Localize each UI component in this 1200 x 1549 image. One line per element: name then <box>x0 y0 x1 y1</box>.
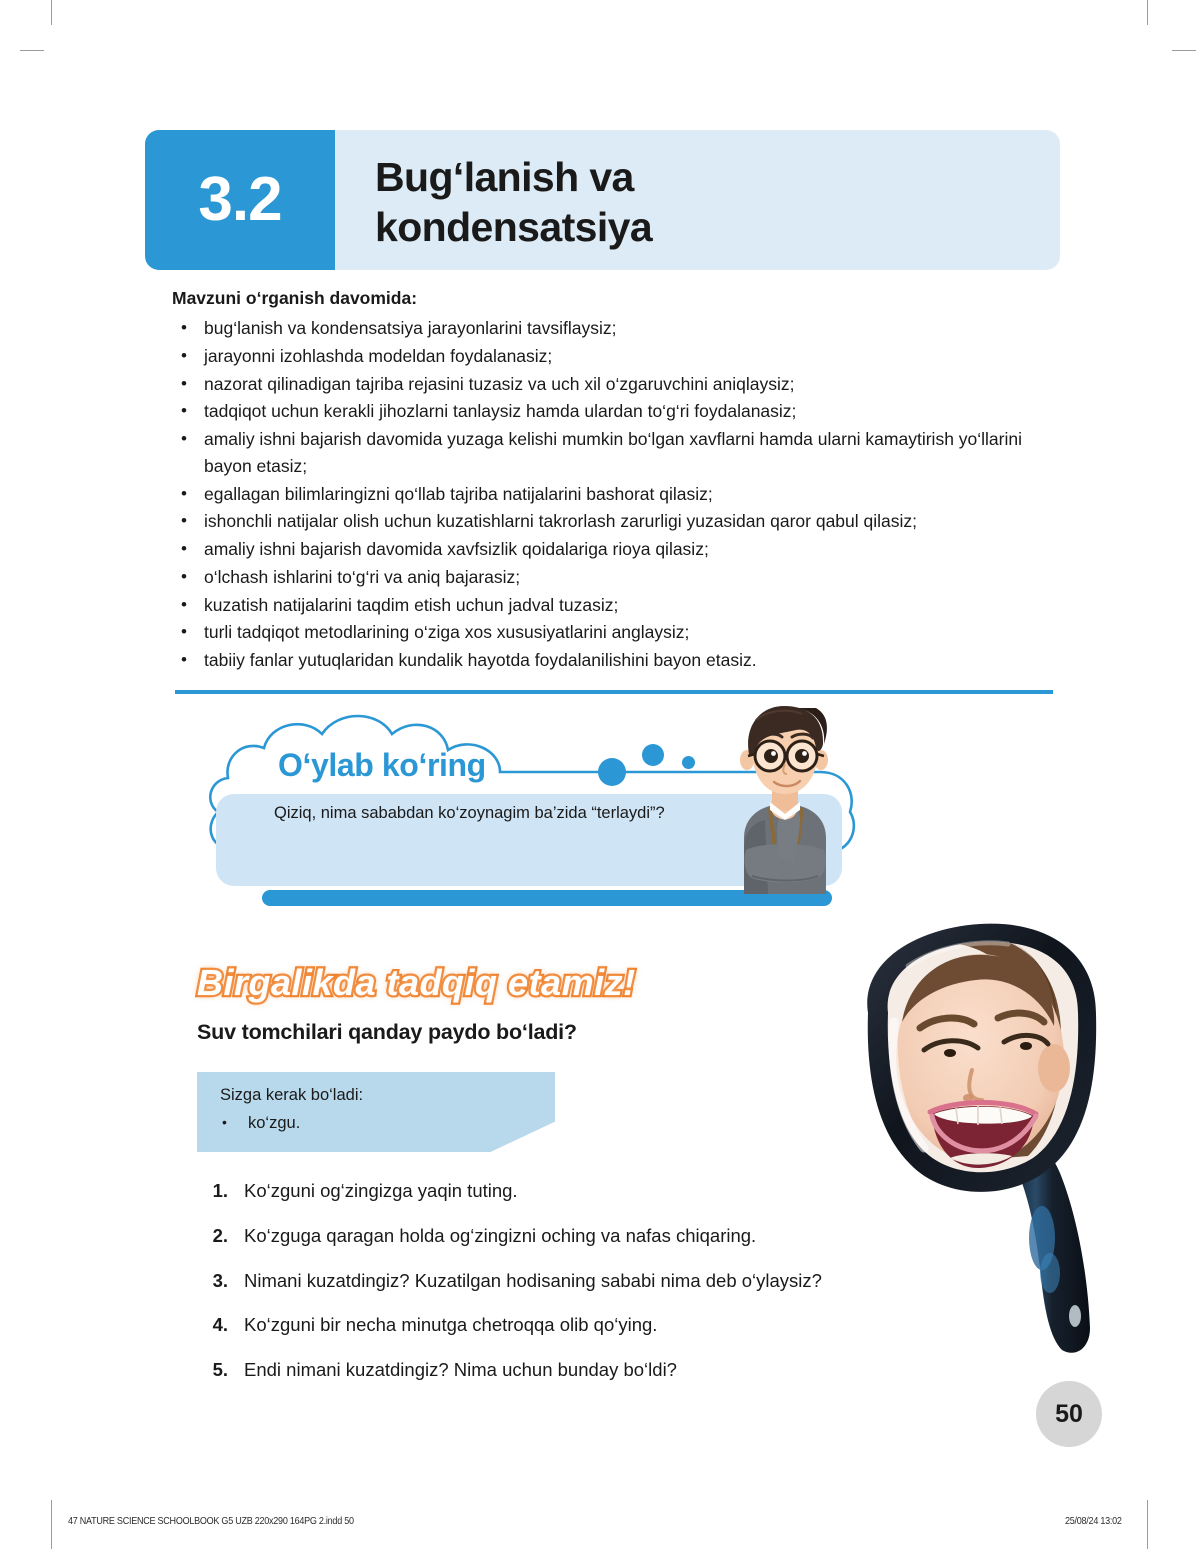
callout-body-text: Qiziq, nima sababdan ko‘zoynagim ba’zida “terlaydi”? <box>274 804 665 822</box>
bullet-icon: • <box>181 511 187 531</box>
objective-text: kuzatish natijalarini taqdim etish uchun jadval tuzasiz; <box>204 594 619 615</box>
investigate-subheading: Suv tomchilari qanday paydo bo‘ladi? <box>197 1020 577 1044</box>
objective-item <box>172 619 1062 646</box>
objective-text: turli tadqiqot metodlarining o‘ziga xos xususiyatlarini anglaysiz; <box>204 622 690 643</box>
objective-item <box>172 564 1062 591</box>
objective-item <box>172 592 1062 619</box>
objective-text: tabiiy fanlar yutuqlaridan kundalik hayotda foydalanilishini bayon etasiz. <box>204 650 757 671</box>
step-number: 5. <box>212 1359 228 1381</box>
step-text: Ko‘zguni og‘zingizga yaqin tuting. <box>244 1180 518 1201</box>
page-title-line-1: Bug‘lanish va <box>375 154 634 200</box>
page-title-line-2: kondensatsiya <box>375 204 653 251</box>
bullet-icon: • <box>181 373 187 393</box>
thinking-boy-illustration <box>710 698 860 898</box>
step-text: Nimani kuzatdingiz? Kuzatilgan hodisaning sababi nima deb o‘ylaysiz? <box>244 1269 822 1291</box>
materials-bullet-icon: • <box>222 1114 227 1130</box>
learning-objectives <box>172 288 1062 675</box>
crop-mark-top-right-horizontal <box>1172 50 1196 51</box>
objective-item <box>172 508 1062 535</box>
step-number: 4. <box>212 1314 228 1336</box>
thought-dot-large <box>598 758 626 786</box>
step-number: 2. <box>212 1224 228 1246</box>
bullet-icon: • <box>181 622 187 642</box>
crop-mark-top-left-vertical <box>51 0 52 25</box>
thought-dot-medium <box>642 744 664 766</box>
callout-title: O‘ylab ko‘ring <box>278 747 486 783</box>
objective-item <box>172 536 1062 563</box>
objective-text: ishonchli natijalar olish uchun kuzatishlarni takrorlash zarurligi yuzasidan qaror qabul qilasiz; <box>204 511 918 532</box>
objective-text: amaliy ishni bajarish davomida yuzaga kelishi mumkin bo‘lgan xavflarni hamda ularni kamaytirish yo‘llarini bayon etasiz; <box>204 429 1023 476</box>
objective-text: jarayonni izohlashda modeldan foydalanasiz; <box>204 345 553 366</box>
materials-box <box>197 1072 555 1152</box>
bullet-icon: • <box>181 483 187 503</box>
objective-item <box>172 481 1062 508</box>
bullet-icon: • <box>181 318 187 337</box>
step-text: Ko‘zguga qaragan holda og‘zingizni oching va nafas chiqaring. <box>244 1224 757 1246</box>
page-title <box>375 152 1025 252</box>
handheld-mirror-photo <box>828 918 1158 1358</box>
objective-text: o‘lchash ishlarini to‘g‘ri va aniq bajarasiz; <box>204 566 521 587</box>
print-footer <box>0 1515 1200 1543</box>
objective-item <box>172 398 1062 425</box>
objective-item <box>172 315 1062 342</box>
objective-item <box>172 647 1062 674</box>
objective-text: nazorat qilinadigan tajriba rejasini tuzasiz va uch xil o‘zgaruvchini aniqlaysiz; <box>204 373 795 394</box>
page-number-badge: 50 <box>1036 1381 1102 1447</box>
crop-mark-top-left-horizontal <box>20 50 44 51</box>
objective-item <box>172 426 1062 480</box>
investigation-step <box>196 1357 1016 1384</box>
materials-item: ko‘zgu. <box>248 1114 301 1132</box>
investigate-heading: Birgalikda tadqiq etamiz! <box>197 962 636 1003</box>
step-number: 1. <box>212 1180 228 1201</box>
crop-mark-top-right-vertical <box>1147 0 1148 25</box>
bullet-icon: • <box>181 594 187 614</box>
step-text: Endi nimani kuzatdingiz? Nima uchun bunday bo‘ldi? <box>244 1359 677 1381</box>
bullet-icon: • <box>181 429 187 449</box>
step-text: Ko‘zguni bir necha minutga chetroqqa olib qo‘ying. <box>244 1314 658 1336</box>
materials-lead: Sizga kerak bo‘ladi: <box>220 1086 364 1104</box>
chapter-number: 3.2 <box>198 165 282 234</box>
objective-text: amaliy ishni bajarish davomida xavfsizlik qoidalariga rioya qilasiz; <box>204 539 709 560</box>
objectives-lead: Mavzuni o‘rganish davomida: <box>172 288 418 308</box>
chapter-header <box>145 130 1060 270</box>
thought-dot-small <box>682 756 695 769</box>
bullet-icon: • <box>181 650 187 670</box>
objective-text: bug‘lanish va kondensatsiya jarayonlarini tavsiflaysiz; <box>204 318 617 338</box>
footer-timestamp: 25/08/24 13:02 <box>1065 1515 1122 1527</box>
objective-text: egallagan bilimlaringizni qo‘llab tajriba natijalarini bashorat qilasiz; <box>204 483 713 504</box>
section-divider-rule <box>175 690 1053 694</box>
think-about-it-callout <box>200 702 860 910</box>
objectives-list <box>172 315 1062 674</box>
bullet-icon: • <box>181 345 187 365</box>
chapter-number-badge <box>145 130 335 270</box>
bullet-icon: • <box>181 539 187 559</box>
bullet-icon: • <box>181 401 187 421</box>
footer-file-info: 47 NATURE SCIENCE SCHOOLBOOK G5 UZB 220x290 164PG 2.indd 50 <box>68 1515 354 1527</box>
objective-item <box>172 371 1062 398</box>
objective-item <box>172 343 1062 370</box>
objective-text: tadqiqot uchun kerakli jihozlarni tanlaysiz hamda ulardan to‘g‘ri foydalanasiz; <box>204 401 797 422</box>
bullet-icon: • <box>181 566 187 586</box>
step-number: 3. <box>212 1269 228 1291</box>
